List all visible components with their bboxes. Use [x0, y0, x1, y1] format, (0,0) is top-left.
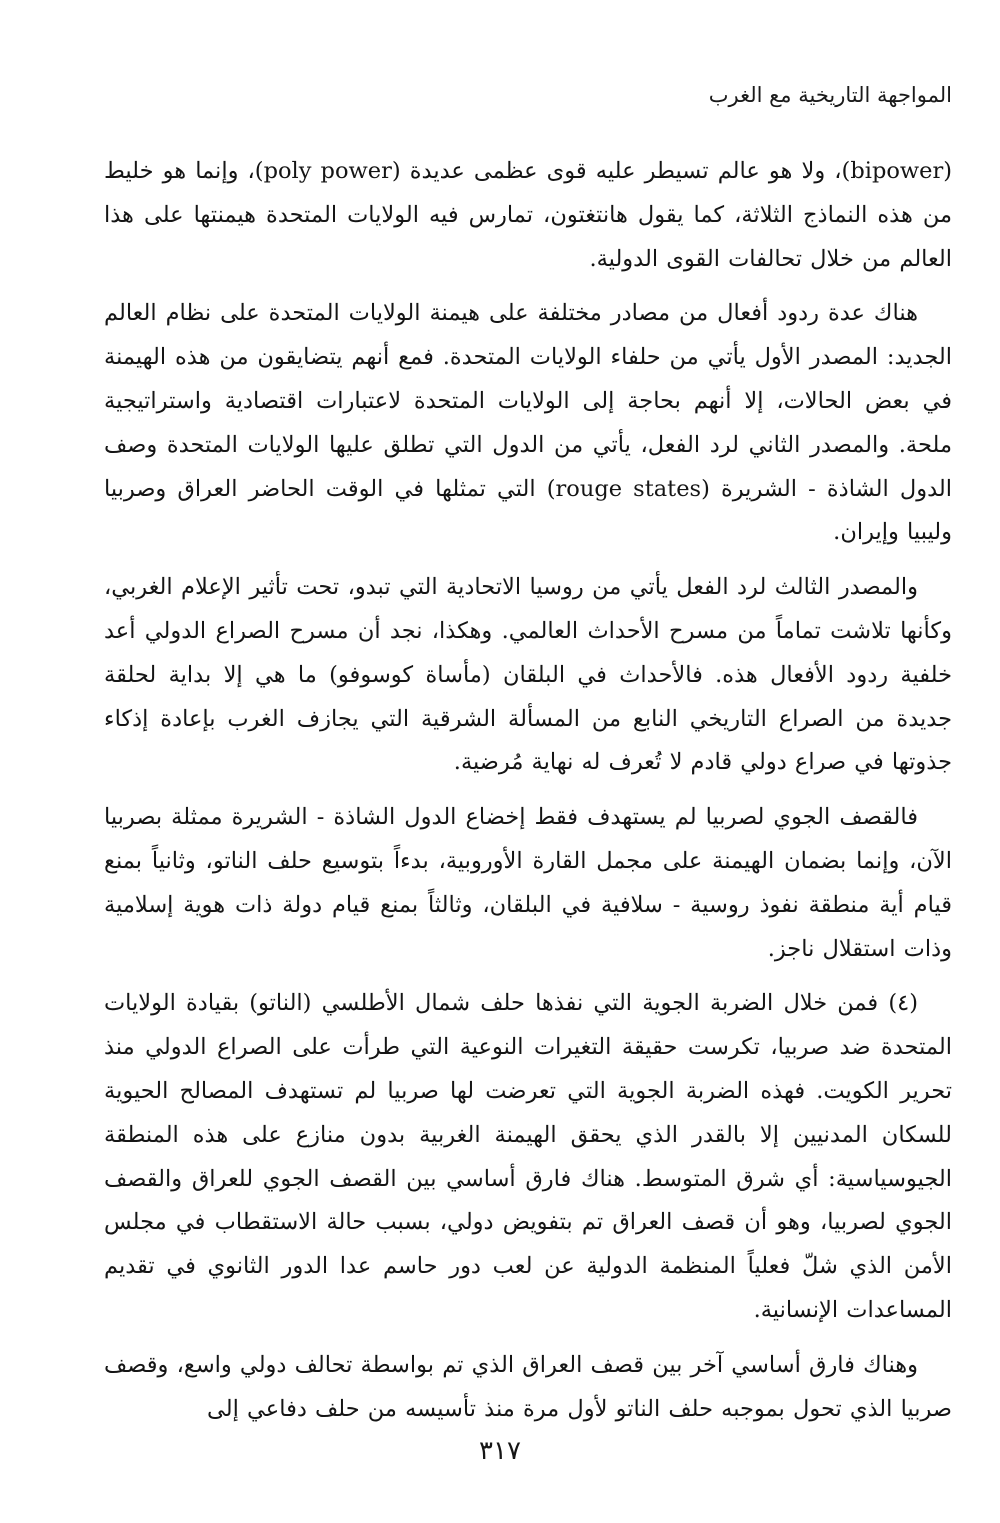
paragraph-continuation: (bipower)، ولا هو عالم تسيطر عليه قوى عظمى عديدة (poly power)، وإنما هو خليط من هذه النماذج الثلاثة، كما يقول هانتغتون، تمارس فيه الولايات المتحدة هيمنتها على هذا العالم من خلال تحالفات القوى الدولية. [104, 158, 953, 272]
paragraph-air-strikes: فالقصف الجوي لصربيا لم يستهدف فقط إخضاع الدول الشاذة - الشريرة ممثلة بصربيا الآن، وإنما بضمان الهيمنة على مجمل القارة الأوروبية، بدءاً بتوسيع حلف الناتو، وثانياً بمنع قيام أية منطقة نفوذ روسية - سلافية في البلقان، وثالثاً بمنع قيام دولة ذات هوية إسلامية وذات استقلال ناجز. [104, 804, 952, 962]
running-title: المواجهة التاريخية مع الغرب [708, 83, 952, 107]
paragraph-reactions: هناك عدة ردود أفعال من مصادر مختلفة على هيمنة الولايات المتحدة على نظام العالم الجديد: المصدر الأول يأتي من حلفاء الولايات المتحدة. فمع أنهم يتضايقون من هذه الهيمنة في بعض الحالات، إلا أنهم بحاجة إلى الولايات المتحدة لاعتبارات اقتصادية واستراتيجية ملحة. والمصدر الثاني لرد الفعل، يأتي من الدول التي تطلق عليها الولايات المتحدة وصف الدول الشاذة - الشريرة (rouge states) التي تمثلها في الوقت الحاضر العراق وصربيا وليبيا وإيران. [104, 300, 952, 546]
body-text [104, 150, 952, 1431]
paragraph-numbered-4: (٤) فمن خلال الضربة الجوية التي نفذها حلف شمال الأطلسي (الناتو) بقيادة الولايات المتحدة ضد صربيا، تكرست حقيقة التغيرات النوعية التي طرأت على الصراع الدولي منذ تحرير الكويت. فهذه الضربة الجوية التي تعرضت لها صربيا لم تستهدف المصالح الحيوية للسكان المدنيين إلا بالقدر الذي يحقق الهيمنة الغربية بدون منازع على هذه المنطقة الجيوسياسية: أي شرق المتوسط. هناك فارق أساسي بين القصف الجوي للعراق والقصف الجوي لصربيا، وهو أن قصف العراق تم بتفويض دولي، بسبب حالة الاستقطاب في مجلس الأمن الذي شلّ فعلياً المنظمة الدولية عن لعب دور حاسم عدا الدور الثانوي في تقديم المساعدات الإنسانية. [104, 990, 952, 1323]
paragraph-third-source: والمصدر الثالث لرد الفعل يأتي من روسيا الاتحادية التي تبدو، تحت تأثير الإعلام الغربي، وكأنها تلاشت تماماً من مسرح الأحداث العالمي. وهكذا، نجد أن مسرح الصراع الدولي أعد خلفية ردود الأفعال هذه. فالأحداث في البلقان (مأساة كوسوفو) ما هي إلا بداية لحلقة جديدة من الصراع التاريخي النابع من المسألة الشرقية التي يجازف الغرب بإعادة إذكاء جذوتها في صراع دولي قادم لا تُعرف له نهاية مُرضية. [104, 574, 952, 776]
paragraph-another-difference: وهناك فارق أساسي آخر بين قصف العراق الذي تم بواسطة تحالف دولي واسع، وقصف صربيا الذي تحول بموجبه حلف الناتو لأول مرة منذ تأسيسه من حلف دفاعي إلى [104, 1351, 952, 1422]
page-number: ٣١٧ [479, 1436, 521, 1466]
